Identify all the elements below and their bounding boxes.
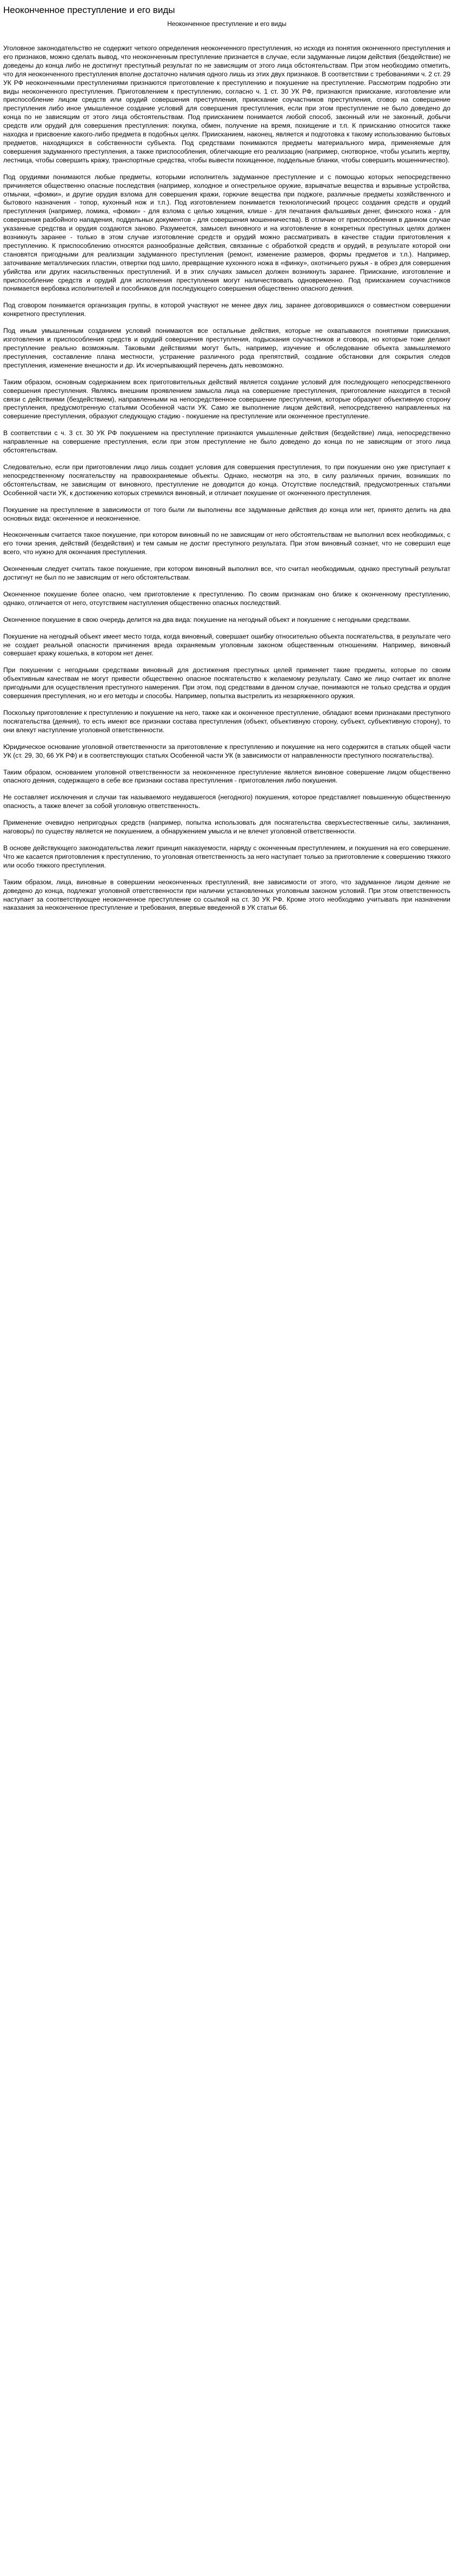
article-body — [3, 44, 450, 912]
paragraph: Оконченное покушение в свою очередь делится на два вида: покушение на негодный объект и покушение с негодными средствами. — [3, 615, 411, 623]
document-page — [0, 0, 453, 926]
paragraph: Применение очевидно непригодных средств (например, попытка использовать для посягательства сверхъестественные силы, заклинания, наговоры) по существу является не покушением, а обнаружением умысла и не влечет уголовной ответственности. — [3, 819, 450, 836]
paragraph: В соответствии с ч. 3 ст. 30 УК РФ покушением на преступление признаются умышленные действия (бездействие) лица, непосредственно направленные на совершение преступления, если при этом преступление не было доведено до конца по не зависящим от этого лица обстоятельствам. — [3, 429, 450, 455]
article-subtitle: Неоконченное преступление и его виды — [167, 20, 287, 28]
paragraph: В основе действующего законодательства лежит принцип наказуемости, наряду с оконченным преступлением, и покушения на его совершение. Что же касается приготовления к преступлению, то уголовная ответственность за него наступает только за приготовление к совершению тяжкого или особо тяжкого преступления. — [3, 844, 450, 869]
paragraph: Под сговором понимается организация группы, в которой участвуют не менее двух лиц, заранее договорившихся о совместном совершении конкретного преступления. — [3, 301, 450, 318]
paragraph: Таким образом, лица, виновные в совершении неоконченных преступлений, вне зависимости от этого, что задуманное лицом деяние не доведено до конца, подлежат уголовной ответственности при наличии установленных уголовным законом условий. При этом ответственность наступает за соответствующее неоконченное преступление со ссылкой на ст. 30 УК РФ. Кроме этого необходимо учитывать при назначении наказания за неоконченное преступление и требования, впервые введенной в УК статьи 66. — [3, 878, 450, 912]
page-title: Неоконченное преступление и его виды — [3, 5, 175, 15]
paragraph: Таким образом, основным содержанием всех приготовительных действий является создание условий для последующего непосредственного совершения преступления. Являясь внешним проявлением замысла лица на совершение преступления, приготовление находится в тесной связи с действиями (бездействием), направленными на непосредственное совершение преступления, которые образуют объективную сторону преступления, предусмотренную статьями Особенной части УК. Само же выполнение лицом действий, непосредственно направленных на совершение преступления, образуют следующую стадию - покушение на преступление или оконченное преступление. — [3, 378, 450, 420]
paragraph: Оконченное покушение более опасно, чем приготовление к преступлению. По своим признакам оно ближе к оконченному преступлению, однако, отличается от него, отсутствием наступления общественно опасных последствий. — [3, 590, 450, 607]
paragraph: Покушение на преступление в зависимости от того были ли выполнены все задуманные действия до конца или нет, принято делить на два основных вида: оконченное и неоконченное. — [3, 505, 450, 522]
paragraph: Поскольку приготовление к преступлению и покушение на него, также как и оконченное преступление, обладают всеми признаками преступного посягательства (деяния), то есть имеют все признаки состава преступления (объект, объективную сторону, субъект, субъективную сторону), то они влекут наступление уголовной ответственности. — [3, 709, 450, 734]
paragraph: Уголовное законодательство не содержит четкого определения неоконченного преступления, но исходя из понятия оконченного преступления и его признаков, можно сделать вывод, что неоконченным преступление признается в случае, если задуманные лицом действия (бездействие) не доведены до конца либо не достигнут преступный результат по не зависящим от этого лица обстоятельствам. При этом необходимо отметить, что для неоконченного преступления вполне достаточно наличия одного лишь из этих двух признаков. В соответствии с требованиями ч. 2 ст. 29 УК РФ неоконченными преступлениями признаются приготовление к преступлению и покушение на преступление. Рассмотрим подробно эти виды неоконченного преступления. Приготовлением к преступлению, согласно ч. 1 ст. 30 УК РФ, признаются приискание, изготовление или приспособление лицом средств или орудий совершения преступления, приискание соучастников преступления, сговор на совершение преступления либо иное умышленное создание условий для совершения преступления, если при этом преступление не было доведено до конца по не зависящим от этого лица обстоятельствам. Под приисканием понимается любой способ, законный или не законный, добычи средств или орудий для совершения преступления: покупка, обмен, получение на время, похищение и т.п. К приисканию относится также находка и присвоение какого-либо предмета в подобных целях. Приисканием, наконец, является и подготовка к такому использованию бытовых предметов, находящихся в собственности субъекта. Под средствами понимаются предметы материального мира, применяемые для совершения задуманного преступления, а также приспособления, облегчающие его реализацию (например, снотворное, чтобы усыпить жертву, лестница, чтобы совершить кражу, транспортные средства, чтобы вывести похищенное, поддельные бланки, чтобы совершить мошенничество). — [3, 44, 450, 164]
paragraph: Оконченным следует считать такое покушение, при котором виновный выполнил все, что считал необходимым, однако преступный результат достигнут не был по не зависящим от него обстоятельствам. — [3, 565, 450, 582]
paragraph: Юридическое основание уголовной ответственности за приготовление к преступлению и покушение на него содержится в статьях общей части УК (ст. 29, 30, 66 УК РФ) и в соответствующих статьях Особенной части УК (в зависимости от направленности преступного посягательства). — [3, 742, 450, 759]
paragraph: Не составляет исключения и случаи так называемого неудавшегося (негодного) покушения, которое представляет повышенную общественную опасность, а также влечет за собой уголовную ответственность. — [3, 793, 450, 810]
paragraph: Покушение на негодный объект имеет место тогда, когда виновный, совершает ошибку относительно объекта посягательства, в результате чего не создает реальной опасности причинения вреда охраняемым уголовным законом общественным отношениям. Например, виновный совершает кражу кошелька, в котором нет денег. — [3, 632, 450, 658]
paragraph: Под иным умышленным созданием условий понимаются все остальные действия, которые не охватываются понятиями приискания, изготовления и приспособления средств и орудий совершения преступления, подыскания соучастников и сговора, но которые тоже делают преступление реально возможным. Таковыми действиями могут быть, например, изучение и обследование объекта замышляемого преступления, составление плана местности, устранение различного рода препятствий, создание обстановки для сокрытия следов преступления, изменение внешности и др. Их исчерпывающий перечень дать невозможно. — [3, 327, 450, 369]
paragraph: Следовательно, если при приготовлении лицо лишь создает условия для совершения преступления, то при покушении оно уже приступает к непосредственному посягательству на правоохраняемые объекты. Однако, несмотря на это, в силу различных причин, возникших по обстоятельствам, не зависящим от виновного, преступление не доводится до конца. Отсутствие последствий, предусмотренных статьями Особенной части УК, к достижению которых стремился виновный, и отличает покушение от оконченного преступления. — [3, 463, 450, 497]
paragraph: Таким образом, основанием уголовной ответственности за неоконченное преступление является виновное совершение лицом общественно опасного деяния, содержащего в себе все признаки состава преступления - приготовления либо покушения. — [3, 768, 450, 785]
paragraph: При покушении с негодными средствами виновный для достижения преступных целей применяет такие предметы, которые по своим объективным качествам не могут привести общественно опасное посягательство к желаемому результату. Само же лицо считает их вполне пригодными для осуществления преступного намерения. При этом, под средствами в данном случае, понимаются не только средства и орудия совершения преступления, но и его методы и способы. Например, попытка выстрелить из незаряженного оружия. — [3, 666, 450, 700]
paragraph: Неоконченным считается такое покушение, при котором виновный по не зависящим от него обстоятельствам не выполнил всех необходимых, с его точки зрения, действий (бездействия) и тем самым не достиг преступного результата. При этом виновный сознает, что не совершил еще всего, что нужно для окончания преступления. — [3, 531, 450, 556]
paragraph: Под орудиями понимаются любые предметы, которыми исполнитель задуманное преступление и с помощью которых непосредственно причиняется общественно опасные последствия (например, холодное и огнестрельное оружие, взрывчатые вещества и взрывные устройства, отмычки, «фомки», и другие орудия взлома для совершения кражи, горючие вещества при поджоге, различные предметы хозяйственного и бытового назначения - топор, кухонный нож и т.п.). Под изготовлением понимается технологический процесс создания средств и орудий преступления (например, ломика, «фомки» - для взлома с целью хищения, клише - для печатания фальшивых денег, финского ножа - для совершения разбойного нападения, поддельных документов - для совершения мошенничества). В отличие от приспособления в данном случае указанные средства и орудия создаются заново. Разумеется, замысел виновного и на изготовление в конкретных преступных целях должен возникнуть заранее - только в этом случае изготовление средств и орудий можно рассматривать в качестве стадии приготовления к преступлению. К приспособлению относятся разнообразные действия, связанные с обработкой средств и орудий, в результате которой они становятся пригодными для реализации задуманного преступления (ремонт, изменение размеров, формы предметов и т.п.). Например, заточивание металлических пластин, отвертки под шило, превращение кухонного ножа в «финку», охотничьего ружья - в обрез для совершения убийства или других насильственных преступлений. И в этих случаях замысел должен возникнуть заранее. Приискание, изготовление и приспособление средств и орудий для исполнения преступления могут наличествовать одновременно. Под приисканием соучастников понимается вербовка исполнителей и пособников для последующего совершения общественно опасного деяния. — [3, 173, 450, 293]
